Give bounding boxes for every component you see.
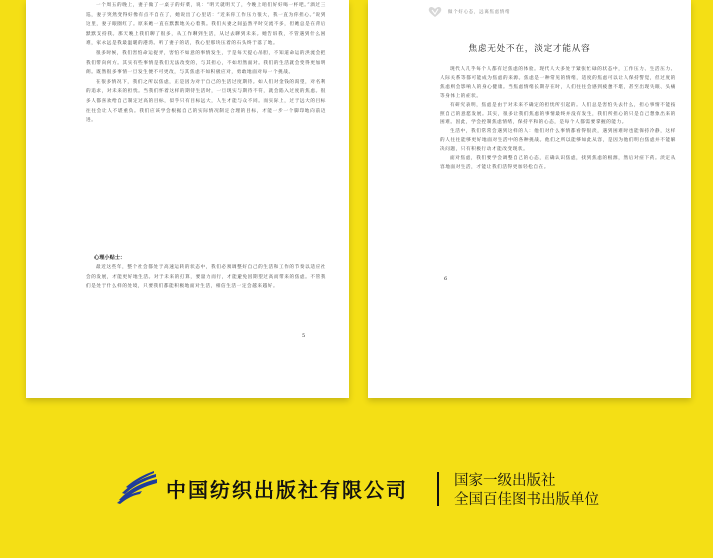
psychology-tip-body [86,263,326,321]
right-paragraph-1: 现代人几乎每个人都有过焦虑的体验。现代人大多处于紧张忙碌的状态中，工作压力、生活压力、人际关系等都可能成为焦虑的来源。焦虑是一种常见的情绪，适度的焦虑可以让人保持警觉，但过度的焦虑则会影响人的身心健康。当焦虑情绪长期存在时，人们往往会感到疲惫不堪，甚至出现失眠、头痛等身体上的症状。 [440,67,676,99]
left-page-body [86,1,326,251]
left-book-page [26,0,349,398]
publisher-name: 中国纺织出版社有限公司 [166,478,408,502]
right-page-number: 6 [444,276,448,282]
psychology-tip-text: 最近这些年，整个社会都处于高速运转的状态中，我们必须调整好自己的生活和工作的节奏以适应社会的发展，才能更好地生活。对于未来的打算，要量力而行，才能避免因期望过高而带来的焦虑。不管我们是处于什么样的处境，只要我们都能积极地面对生活，相信生活一定会越来越好。 [86,265,326,290]
heart-leaf-icon [428,6,442,18]
left-paragraph-2: 很多时候，我们害怕命运捉弄，害怕不如意的事情发生，于是每天提心吊胆，不知道命运的洪流会把我们带向何方。其实有些事情是我们无法改变的，与其担心，不如坦然面对。我们的生活就会变得更加明朗。既然很多事情一旦发生便不可更改，与其焦虑不如积极应对，勇敢地面对每一个挑战。 [86,50,326,76]
publisher-footer [0,468,713,508]
right-paragraph-3: 生活中，我们常常会遇到这样的人：他们对什么事情都看得很淡，遇到困难时也能保持冷静，这样的人往往能够更好地面对生活中的各种挑战。他们之所以能够如此从容，是因为他们明白焦虑并不能解决问题，只有积极行动才能改变现状。 [440,129,676,153]
right-page-body [440,66,676,272]
left-paragraph-3: 在很多情况下，我们之所以焦虑，正是因为对于自己的生活过度期待。如人们对金钱的渴望，对名利的追求，对未来的担忧。当我们怀着这样的期待生活时，一旦现实与期待不符，就会陷入过度的焦虑。很多人都喜欢给自己制定过高的目标，似乎只有目标远大，人生才能与众不同。而实际上，过于远大的目标往往会让人不堪重负。我们应该学会根据自己的实际情况制定合理的目标，才能一步一个脚印地向前迈进。 [86,79,326,124]
publisher-tagline-national: 国家一级出版社 [454,473,556,489]
publisher-logo-icon [116,470,158,504]
right-paragraph-4: 面对焦虑，我们要学会调整自己的心态，正确认识焦虑，找到焦虑的根源，然后对症下药。淡定从容地面对生活，才能让我们活得更加轻松自在。 [440,156,676,170]
right-book-page [368,0,691,398]
footer-divider [437,472,439,506]
publisher-tagline-top100: 全国百佳图书出版单位 [454,492,599,508]
left-page-number: 5 [302,333,306,339]
chapter-title: 焦虑无处不在，淡定才能从容 [468,44,591,54]
psychology-tip-heading: 心理小贴士： [94,255,126,261]
running-head [428,6,510,18]
running-head-text: 做个好心态，远离焦虑情绪 [448,10,511,15]
left-paragraph-1: 一个周五的晚上，妻子做了一桌子的好菜，说：“明天就明天了，今晚上咱们好好喝一杯吧。”酒过三巡，妻子突然变得好像有点不自在了，她说出了心里话：“近来你工作压力很大，我一直为你担心。”说到这里，妻子眼圈红了。原来她一直在默默地关心着我。我们夫妻之间虽然平时交流不多，但她总是在背后默默支持我。那天晚上我们聊了很多，从工作聊到生活，从过去聊到未来。她告诉我，不管遇到什么困难，家永远是我最温暖的港湾。听了妻子的话，我心里那块压着的石头终于落了地。 [86,3,326,47]
right-paragraph-2: 有研究表明，焦虑是由于对未来不确定的担忧所引起的。人们总是害怕失去什么，担心事情不能按照自己的意愿发展。其实，很多让我们焦虑的事情最终并没有发生，我们所担心的只是自己想象出来的困难。因此，学会控制焦虑情绪，保持平和的心态，是每个人都需要掌握的能力。 [440,102,676,126]
